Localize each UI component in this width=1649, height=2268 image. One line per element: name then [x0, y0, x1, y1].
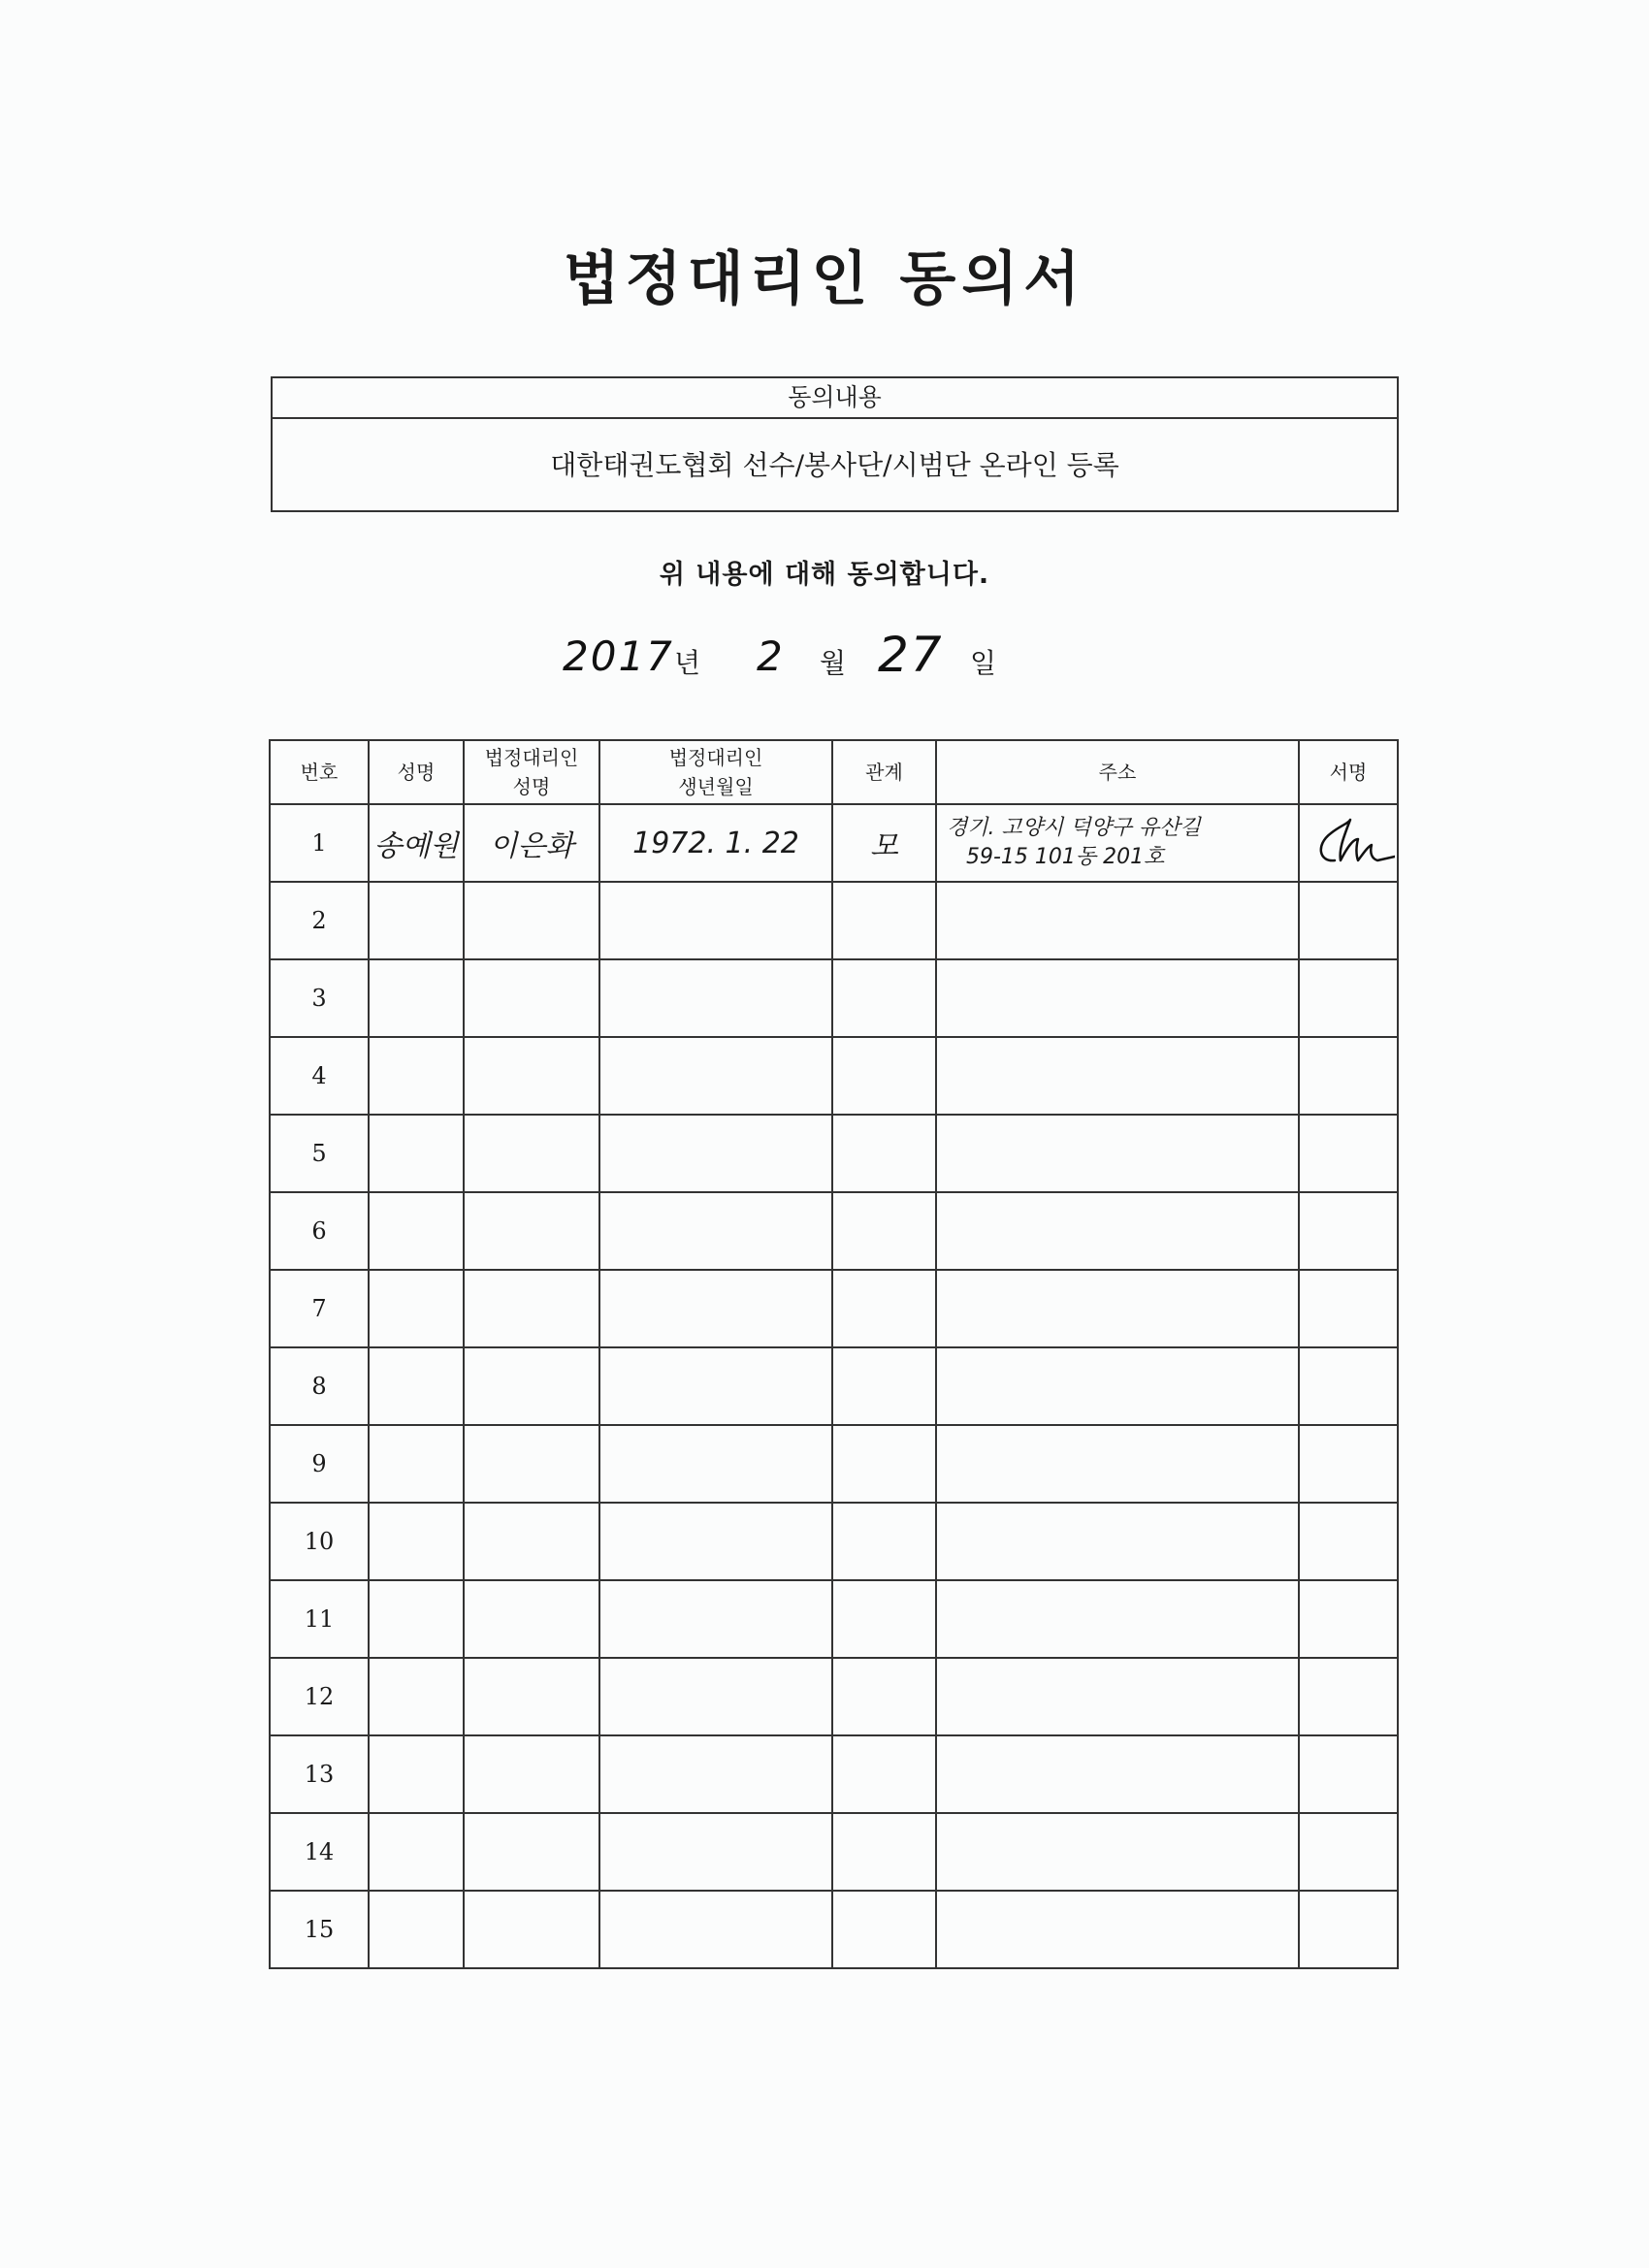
- signature-cell: [1299, 804, 1398, 882]
- guardian-birthdate: [599, 959, 832, 1037]
- address-line-2: 59-15 101동 201호: [966, 845, 1165, 869]
- participant-name: [369, 1891, 464, 1968]
- participant-name: [369, 1735, 464, 1813]
- table-row: [270, 1115, 1398, 1192]
- guardian-birthdate: [599, 1425, 832, 1503]
- guardian-birthdate: 1972. 1. 22: [599, 804, 832, 882]
- row-number: 9: [270, 1425, 369, 1503]
- address: [936, 1891, 1299, 1968]
- date-month: 2: [757, 632, 785, 680]
- agreement-statement: 위 내용에 대해 동의합니다.: [659, 560, 990, 590]
- guardian-name: [464, 1735, 599, 1813]
- guardian-name: [464, 882, 599, 959]
- address: [936, 1037, 1299, 1115]
- address: [936, 1658, 1299, 1735]
- address: [936, 1115, 1299, 1192]
- guardian-name: [464, 959, 599, 1037]
- participant-name: [369, 1580, 464, 1658]
- participant-name: [369, 1503, 464, 1580]
- address: [936, 959, 1299, 1037]
- row-number: 7: [270, 1270, 369, 1347]
- signature-mark: [1302, 806, 1395, 874]
- row-number: 12: [270, 1658, 369, 1735]
- consent-box: [271, 376, 1399, 512]
- guardian-birthdate: [599, 1658, 832, 1735]
- participant-name: [369, 1270, 464, 1347]
- date-year: 2017: [563, 632, 674, 680]
- participant-name: [369, 959, 464, 1037]
- participant-name: [369, 1425, 464, 1503]
- guardian-name: [464, 1270, 599, 1347]
- guardian-table: [269, 739, 1399, 1969]
- guardian-birthdate: [599, 1503, 832, 1580]
- row-number: 15: [270, 1891, 369, 1968]
- signature-cell: [1299, 1580, 1398, 1658]
- row-number: 5: [270, 1115, 369, 1192]
- table-row: [270, 1813, 1398, 1891]
- address: [936, 1503, 1299, 1580]
- table-row: [270, 1658, 1398, 1735]
- participant-name: [369, 1192, 464, 1270]
- table-row: [270, 1347, 1398, 1425]
- table-row: [270, 1580, 1398, 1658]
- relation: [832, 1813, 936, 1891]
- guardian-name: [464, 1347, 599, 1425]
- guardian-name: [464, 1813, 599, 1891]
- relation: [832, 1503, 936, 1580]
- guardian-name: [464, 1037, 599, 1115]
- signature-cell: [1299, 1503, 1398, 1580]
- relation: [832, 1270, 936, 1347]
- guardian-birthdate: [599, 1735, 832, 1813]
- guardian-birthdate: [599, 1192, 832, 1270]
- guardian-birthdate: [599, 1813, 832, 1891]
- relation: [832, 882, 936, 959]
- address: [936, 882, 1299, 959]
- guardian-birthdate: [599, 1037, 832, 1115]
- participant-name: [369, 1115, 464, 1192]
- date-month-label: 월: [820, 647, 847, 679]
- signature-cell: [1299, 1813, 1398, 1891]
- row-number: 8: [270, 1347, 369, 1425]
- signature-cell: [1299, 1735, 1398, 1813]
- guardian-name: [464, 1891, 599, 1968]
- relation: [832, 1735, 936, 1813]
- table-row: [270, 882, 1398, 959]
- guardian-name: [464, 1115, 599, 1192]
- signature-cell: [1299, 1115, 1398, 1192]
- table-header-row: [270, 740, 1398, 804]
- signature-cell: [1299, 882, 1398, 959]
- table-row: [270, 1425, 1398, 1503]
- row-number: 10: [270, 1503, 369, 1580]
- relation: [832, 1891, 936, 1968]
- relation: [832, 1580, 936, 1658]
- participant-name: 송예원: [369, 804, 464, 882]
- consent-content: 대한태권도협회 선수/봉사단/시범단 온라인 등록: [550, 449, 1119, 481]
- relation: [832, 1192, 936, 1270]
- signature-cell: [1299, 1192, 1398, 1270]
- address-line-1: 경기. 고양시 덕양구 유산길: [947, 816, 1201, 840]
- guardian-name: [464, 1192, 599, 1270]
- header-number: 번호: [270, 740, 369, 804]
- table-row: [270, 804, 1398, 882]
- signature-cell: [1299, 1658, 1398, 1735]
- date-day: 27: [878, 627, 944, 683]
- address: [936, 1192, 1299, 1270]
- row-number: 4: [270, 1037, 369, 1115]
- guardian-birthdate: [599, 882, 832, 959]
- table-row: [270, 1037, 1398, 1115]
- participant-name: [369, 1037, 464, 1115]
- address: [936, 1735, 1299, 1813]
- relation: [832, 1037, 936, 1115]
- address: [936, 1347, 1299, 1425]
- signature-cell: [1299, 1347, 1398, 1425]
- relation: [832, 1347, 936, 1425]
- address: [936, 804, 1299, 882]
- guardian-name: 이은화: [464, 804, 599, 882]
- guardian-name: [464, 1425, 599, 1503]
- participant-name: [369, 1658, 464, 1735]
- header-relation: 관계: [832, 740, 936, 804]
- relation: [832, 1425, 936, 1503]
- table-row: [270, 1270, 1398, 1347]
- row-number: 3: [270, 959, 369, 1037]
- row-number: 1: [270, 804, 369, 882]
- header-name: 성명: [369, 740, 464, 804]
- signature-cell: [1299, 1037, 1398, 1115]
- signature-cell: [1299, 1425, 1398, 1503]
- table-row: [270, 1891, 1398, 1968]
- signature-cell: [1299, 959, 1398, 1037]
- guardian-birthdate: [599, 1347, 832, 1425]
- guardian-birthdate: [599, 1115, 832, 1192]
- guardian-name: [464, 1658, 599, 1735]
- guardian-birthdate: [599, 1580, 832, 1658]
- row-number: 14: [270, 1813, 369, 1891]
- table-row: [270, 959, 1398, 1037]
- participant-name: [369, 882, 464, 959]
- table-row: [270, 1735, 1398, 1813]
- header-address: 주소: [936, 740, 1299, 804]
- relation: 모: [832, 804, 936, 882]
- guardian-name: [464, 1503, 599, 1580]
- signature-cell: [1299, 1270, 1398, 1347]
- table-row: [270, 1192, 1398, 1270]
- address: [936, 1580, 1299, 1658]
- row-number: 2: [270, 882, 369, 959]
- relation: [832, 1115, 936, 1192]
- row-number: 11: [270, 1580, 369, 1658]
- address: [936, 1425, 1299, 1503]
- header-guardian-birth: 법정대리인 생년월일: [599, 740, 832, 804]
- guardian-birthdate: [599, 1891, 832, 1968]
- header-guardian-name: 법정대리인 성명: [464, 740, 599, 804]
- row-number: 6: [270, 1192, 369, 1270]
- address: [936, 1813, 1299, 1891]
- participant-name: [369, 1813, 464, 1891]
- relation: [832, 1658, 936, 1735]
- table-row: [270, 1503, 1398, 1580]
- address: [936, 1270, 1299, 1347]
- relation: [832, 959, 936, 1037]
- signature-cell: [1299, 1891, 1398, 1968]
- consent-header: 동의내용: [273, 378, 1397, 419]
- guardian-name: [464, 1580, 599, 1658]
- row-number: 13: [270, 1735, 369, 1813]
- header-signature: 서명: [1299, 740, 1398, 804]
- guardian-birthdate: [599, 1270, 832, 1347]
- date-day-label: 일: [970, 647, 997, 679]
- participant-name: [369, 1347, 464, 1425]
- date-year-label: 년: [674, 647, 701, 679]
- document-title: 법정대리인 동의서: [563, 245, 1086, 313]
